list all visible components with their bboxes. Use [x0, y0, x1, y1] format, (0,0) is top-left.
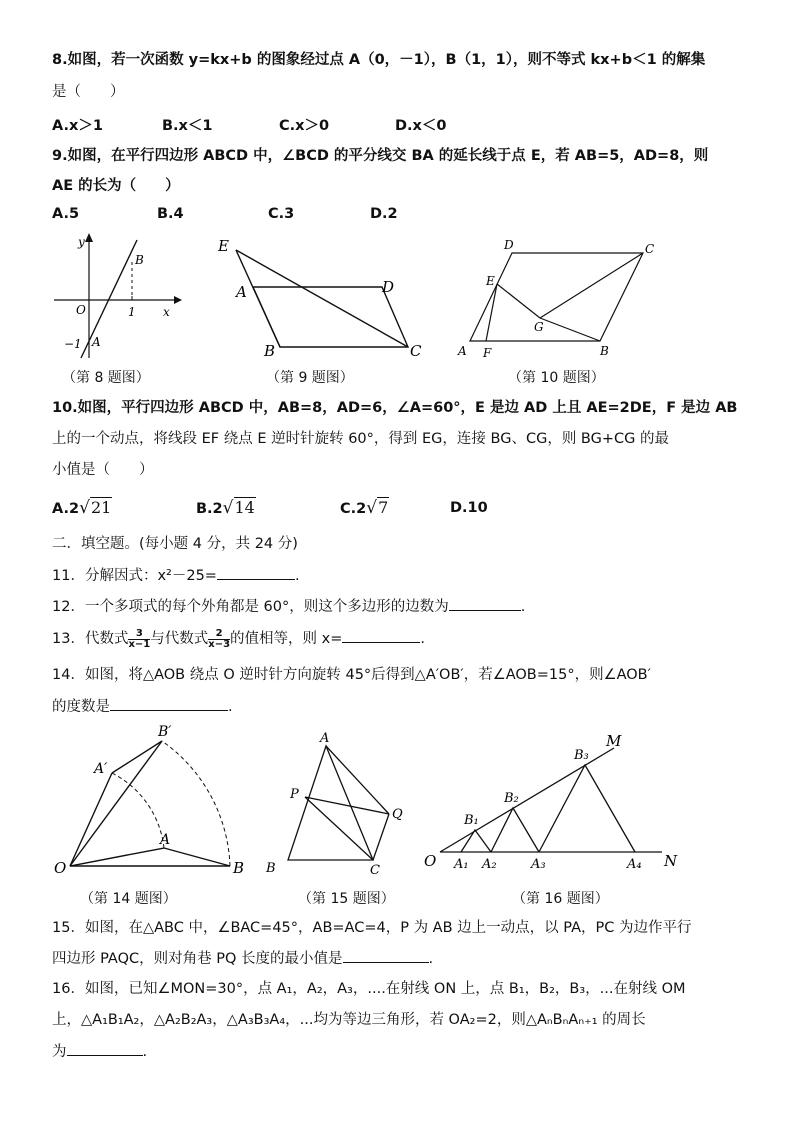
q16-line3-text: 为 [52, 1044, 67, 1060]
q8-option-c: C.x＞0 [279, 118, 330, 134]
fig8-label-o: O [76, 303, 86, 317]
q10-option-d: D.10 [450, 500, 488, 516]
fig16-label-m: M [606, 732, 622, 750]
q15-answer-blank[interactable] [343, 948, 429, 963]
q11-text: 11．分解因式：x²－25= [52, 568, 217, 584]
q9-option-d: D.2 [370, 206, 398, 222]
fig15-caption: （第 15 题图） [298, 891, 395, 907]
q10-option-b-prefix: B.2 [196, 501, 223, 517]
q16-answer-blank[interactable] [67, 1041, 143, 1056]
fig15-label-a: A [320, 731, 330, 746]
q10-option-a-prefix: A.2 [52, 501, 80, 517]
q13-post: 的值相等，则 x= [230, 631, 343, 647]
fig16-label-b2: B₂ [504, 791, 519, 806]
q10-option-b: B.2√14 [196, 498, 255, 518]
q10-line3: 小值是（ ） [52, 462, 154, 478]
q13-pre: 13．代数式 [52, 631, 129, 647]
fig16-label-o: O [424, 852, 437, 870]
fig9-label-e: E [218, 237, 229, 255]
section2-heading: 二．填空题。(每小题 4 分，共 24 分) [52, 536, 298, 552]
fig15-label-q: Q [392, 807, 403, 822]
q10-option-c-prefix: C.2 [340, 501, 367, 517]
fig9-label-c: C [410, 342, 422, 360]
fig16-triangle-1 [461, 830, 491, 852]
q9-line1: 9.如图，在平行四边形 ABCD 中，∠BCD 的平分线交 BA 的延长线于点 E，若 AB=5，AD=8，则 [52, 148, 709, 164]
fig16-label-b3: B₃ [574, 748, 589, 763]
q16-line1: 16．如图，已知∠MON=30°，点 A₁，A₂，A₃，....在射线 ON 上，点 B₁，B₂，B₃，...在射线 OM [52, 981, 686, 997]
q10-line1: 10.如图，平行四边形 ABCD 中，AB=8，AD=6，∠A=60°，E 是边 AD 上且 AE=2DE，F 是边 AB [52, 400, 738, 416]
fig16-triangle-2 [491, 808, 539, 852]
q12-end: . [520, 599, 526, 615]
fig8-label-b: B [135, 253, 144, 267]
fig10-label-e: E [486, 274, 495, 288]
q14-end: . [228, 699, 233, 715]
q8-line2: 是（ ） [52, 84, 125, 100]
fig8-caption: （第 8 题图） [62, 370, 150, 386]
fig16-triangle-3 [539, 765, 635, 852]
fig10-label-d: D [504, 238, 514, 252]
fig14-label-b: B [233, 859, 245, 877]
q15-line1: 15．如图，在△ABC 中，∠BAC=45°，AB=AC=4，P 为 AB 边上一动点，以 PA，PC 为边作平行 [52, 920, 692, 936]
fig8-label-neg1: −1 [64, 337, 82, 351]
q15-end: . [428, 951, 434, 967]
fig8-label-y: y [78, 235, 85, 249]
fig8-label-one: 1 [128, 305, 136, 319]
fig14-label-ap: A′ [94, 761, 108, 777]
fig9-label-a: A [236, 283, 247, 301]
q9-option-c: C.3 [268, 206, 295, 222]
q13-mid: 与代数式 [150, 631, 209, 647]
fig16-label-b1: B₁ [464, 813, 479, 828]
fig10-label-a: A [458, 344, 467, 358]
fig9-caption: （第 9 题图） [266, 370, 354, 386]
fig10-label-c: C [645, 242, 655, 256]
q10-option-c-radicand: 7 [378, 498, 389, 517]
fig9-label-b: B [264, 342, 276, 360]
q8-option-a: A.x＞1 [52, 118, 103, 134]
fig9-label-d: D [382, 278, 395, 296]
fig8-label-x: x [163, 305, 170, 319]
q16-end: . [142, 1044, 148, 1060]
fig16-label-a3: A₃ [531, 857, 546, 872]
q10-line2: 上的一个动点，将线段 EF 绕点 E 逆时针旋转 60°，得到 EG，连接 BG、CG，则 BG+CG 的最 [52, 431, 669, 447]
q15-line2 [52, 948, 433, 969]
fig14-caption: （第 14 题图） [80, 891, 177, 907]
fig10-label-f: F [483, 346, 492, 360]
fig16-label-a2: A₂ [482, 857, 497, 872]
fig16-caption: （第 16 题图） [512, 891, 609, 907]
q8-line1: 8.如图，若一次函数 y=kx+b 的图象经过点 A（0，－1），B（1，1），则不等式 kx+b＜1 的解集 [52, 52, 706, 68]
q15-line2-text: 四边形 PAQC，则对角巷 PQ 长度的最小值是 [52, 951, 343, 967]
fig10-label-g: G [534, 320, 544, 334]
fig14-label-o: O [54, 859, 67, 877]
fig8-label-a: A [92, 335, 101, 349]
fig15-label-c: C [370, 863, 380, 878]
q13-fraction-1: $\frac{3}{x-1}$ [128, 627, 151, 650]
fig16-ray-om [440, 748, 614, 852]
fig15-label-b: B [266, 861, 276, 876]
q14-line1: 14．如图，将△AOB 绕点 O 逆时针方向旋转 45°后得到△A′OB′，若∠AOB=15°，则∠AOB′ [52, 667, 651, 683]
fig16-label-a1: A₁ [454, 857, 469, 872]
fig10-label-b: B [600, 344, 609, 358]
q10-option-a-radicand: 21 [90, 498, 112, 517]
fig16-label-n: N [664, 852, 678, 870]
fig14-label-a: A [160, 832, 171, 848]
q14-line2-text: 的度数是 [52, 699, 110, 715]
fig16-label-a4: A₄ [627, 857, 642, 872]
q9-line2: AE 的长为（ ） [52, 178, 180, 194]
q9-option-a: A.5 [52, 206, 80, 222]
fig14-label-bp: B′ [158, 724, 172, 740]
fig10-caption: （第 10 题图） [508, 370, 605, 386]
q13-fraction-2: $\frac{2}{x-3}$ [208, 627, 231, 650]
q10-option-b-radicand: 14 [234, 498, 255, 517]
q8-option-d: D.x＜0 [395, 118, 447, 134]
q11-end: . [294, 568, 300, 584]
q10-option-c: C.2√7 [340, 498, 389, 518]
q16-line3 [52, 1041, 147, 1062]
q10-option-a: A.2√21 [52, 498, 112, 518]
fig15-label-p: P [290, 787, 299, 802]
q9-option-b: B.4 [157, 206, 184, 222]
q8-option-b: B.x＜1 [162, 118, 213, 134]
q16-line2: 上，△A₁B₁A₂，△A₂B₂A₃，△A₃B₃A₄，...均为等边三角形，若 OA₂=2，则△AₙBₙAₙ₊₁ 的周长 [52, 1012, 646, 1028]
q12-text: 12．一个多项式的每个外角都是 60°，则这个多边形的边数为 [52, 599, 449, 615]
q13-end: . [420, 631, 425, 647]
